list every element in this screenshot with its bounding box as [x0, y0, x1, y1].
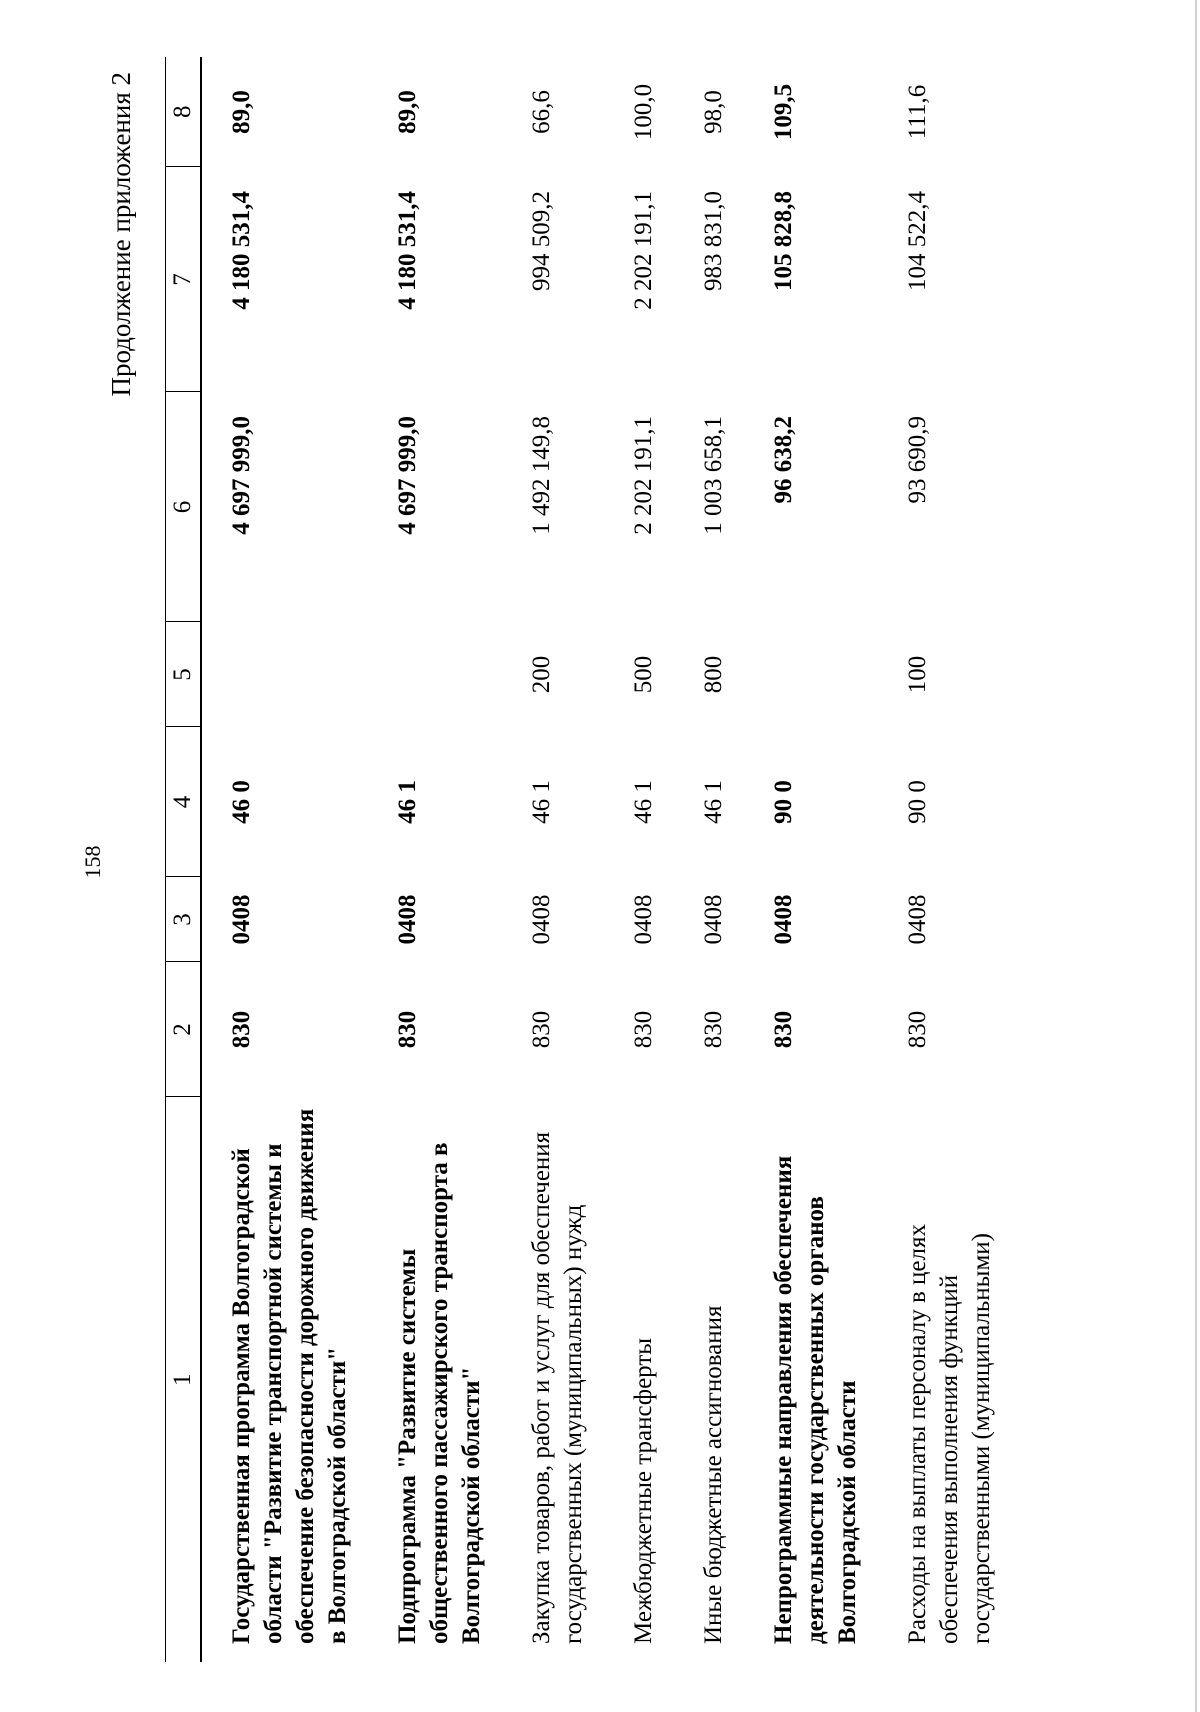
cell-percent: 111,6 — [904, 84, 931, 140]
cell-percent: 100,0 — [630, 83, 657, 141]
cell-actual: 104 522,4 — [904, 191, 931, 291]
cell-actual: 994 509,2 — [528, 191, 555, 291]
cell-planned: 96 638,2 — [770, 416, 797, 504]
cell-actual: 4 180 531,4 — [394, 191, 421, 310]
cell-program: 46 0 — [228, 780, 255, 824]
cell-actual: 4 180 531,4 — [228, 191, 255, 310]
cell-program: 46 1 — [394, 780, 421, 824]
table-row — [368, 57, 502, 1662]
table-row — [201, 57, 368, 1662]
cell-program: 90 0 — [770, 780, 797, 824]
cell-planned: 93 690,9 — [904, 416, 931, 504]
cell-program: 46 1 — [700, 780, 727, 824]
row-name: Закупка товаров, работ и услуг для обеспечения государственных (муниципальных) нужд — [528, 1131, 587, 1644]
table-row — [674, 57, 744, 1662]
table-row — [878, 57, 1012, 1662]
cell-program: 90 0 — [904, 780, 931, 824]
table-row — [604, 57, 674, 1662]
cell-ministry: 830 — [394, 1010, 421, 1049]
cell-ministry: 830 — [904, 1010, 931, 1049]
cell-section: 0408 — [630, 894, 657, 945]
budget-table — [165, 57, 1012, 1662]
column-number: 6 — [166, 392, 202, 622]
cell-percent: 98,0 — [700, 90, 727, 134]
cell-section: 0408 — [394, 894, 421, 945]
cell-planned: 2 202 191,1 — [630, 416, 657, 535]
cell-actual: 983 831,0 — [700, 191, 727, 291]
cell-expense-type — [744, 622, 878, 727]
cell-ministry: 830 — [770, 1010, 797, 1049]
column-number: 5 — [166, 622, 202, 727]
cell-percent: 66,6 — [528, 90, 555, 134]
cell-expense-type — [201, 622, 368, 727]
cell-section: 0408 — [528, 894, 555, 945]
cell-expense-type: 500 — [630, 655, 657, 694]
cell-ministry: 830 — [630, 1010, 657, 1049]
cell-program: 46 1 — [528, 780, 555, 824]
cell-actual: 2 202 191,1 — [630, 191, 657, 310]
cell-percent: 89,0 — [394, 90, 421, 134]
row-name: Иные бюджетные ассигнования — [700, 1305, 727, 1644]
cell-planned: 4 697 999,0 — [228, 416, 255, 535]
cell-ministry: 830 — [528, 1010, 555, 1049]
cell-ministry: 830 — [700, 1010, 727, 1049]
table-row — [744, 57, 878, 1662]
cell-planned: 1 492 149,8 — [528, 416, 555, 535]
cell-expense-type: 800 — [700, 655, 727, 694]
page-number: 158 — [80, 845, 105, 879]
continuation-heading: Продолжение приложения 2 — [106, 72, 136, 397]
cell-planned: 1 003 658,1 — [700, 416, 727, 535]
column-number-header — [166, 57, 202, 1662]
cell-expense-type: 100 — [904, 655, 931, 694]
cell-percent: 89,0 — [228, 90, 255, 134]
cell-expense-type — [368, 622, 502, 727]
cell-expense-type: 200 — [528, 655, 555, 694]
column-number: 4 — [166, 727, 202, 877]
row-name: Непрограммные направления обеспечения деятельности государственных органов Волгоградской области — [770, 1155, 861, 1644]
column-number: 3 — [166, 877, 202, 962]
row-name: Подпрограмма "Развитие системы общественного пассажирского транспорта в Волгоградской области" — [394, 1142, 485, 1644]
table-row — [502, 57, 604, 1662]
column-number: 1 — [166, 1097, 202, 1662]
column-number: 7 — [166, 167, 202, 392]
cell-section: 0408 — [228, 894, 255, 945]
column-number: 2 — [166, 962, 202, 1097]
cell-ministry: 830 — [228, 1010, 255, 1049]
row-name: Расходы на выплаты персоналу в целях обеспечения выполнения функций государственными (муниципальными) — [904, 1224, 995, 1644]
cell-section: 0408 — [700, 894, 727, 945]
cell-planned: 4 697 999,0 — [394, 416, 421, 535]
cell-section: 0408 — [770, 894, 797, 945]
cell-percent: 109,5 — [770, 83, 797, 141]
cell-actual: 105 828,8 — [770, 191, 797, 291]
row-name: Государственная программа Волгоградской области "Развитие транспортной системы и обеспечение безопасности дорожного движения в Волгоградской области" — [228, 1108, 351, 1644]
cell-section: 0408 — [904, 894, 931, 945]
cell-program: 46 1 — [630, 780, 657, 824]
row-name: Межбюджетные трансферты — [630, 1337, 657, 1644]
column-number: 8 — [166, 57, 202, 167]
